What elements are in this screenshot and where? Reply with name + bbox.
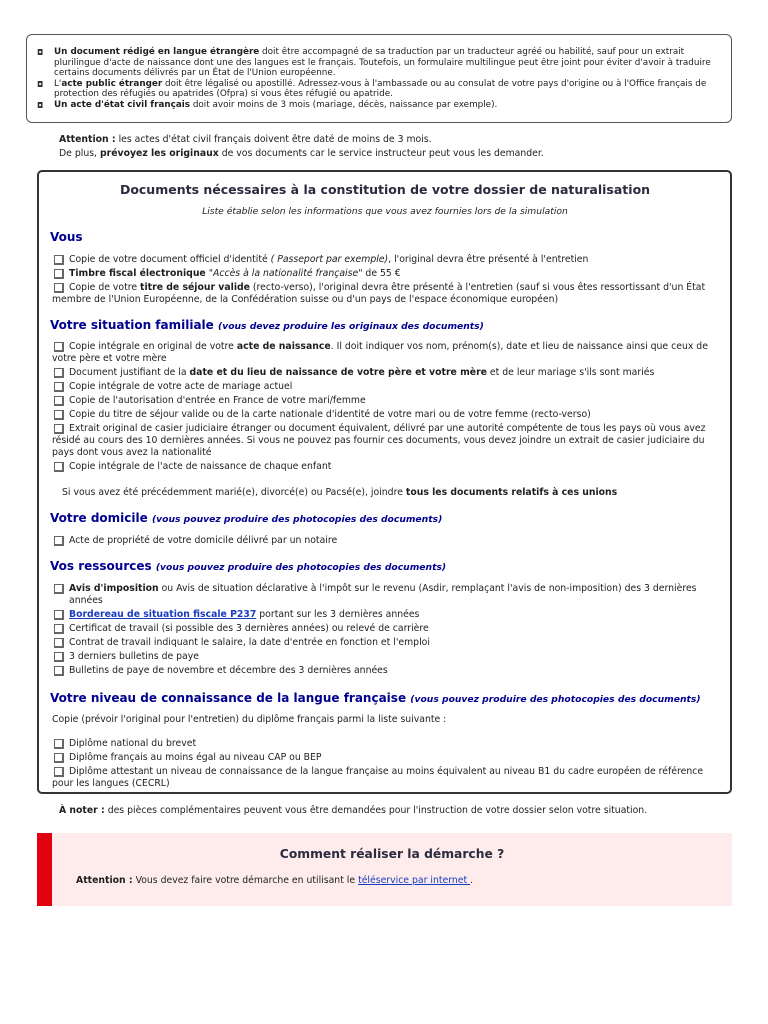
langue-intro: Copie (prévoir l'original pour l'entretien) du diplôme français parmi la liste suivante : xyxy=(52,714,447,726)
checkbox[interactable] xyxy=(54,739,64,749)
checkbox[interactable] xyxy=(54,624,64,634)
checkbox[interactable] xyxy=(54,767,64,777)
attention-label: Attention : xyxy=(59,134,116,145)
checklist-item: Extrait original de casier judiciaire étranger ou document équivalent, délivré par une autorité compétente de tous les pays où vous avez résidé au cours des 10 dernières années. Si vous ne pouvez pas fournir ces documents, vous devez joindre un extrait de casier judiciaire du pays dont vous avez la nationalité xyxy=(52,423,706,459)
checkbox[interactable] xyxy=(54,255,64,265)
checklist-item: Copie de l'autorisation d'entrée en France de votre mari/femme xyxy=(52,395,720,407)
checkbox[interactable] xyxy=(54,666,64,676)
checklist-item: Timbre fiscal électronique "Accès à la nationalité française" de 55 € xyxy=(52,268,720,280)
checklist-item: Copie du titre de séjour valide ou de la carte nationale d'identité de votre mari ou de votre femme (recto-verso) xyxy=(52,409,720,421)
checkbox[interactable] xyxy=(54,424,64,434)
checkbox[interactable] xyxy=(54,753,64,763)
demarche-box xyxy=(37,833,732,906)
checklist-item: Copie intégrale de l'acte de naissance de chaque enfant xyxy=(52,461,720,473)
checklist-item: Copie intégrale en original de votre acte de naissance. Il doit indiquer vos nom, prénom(s), date et lieu de naissance ainsi que ceux de votre père et votre mère xyxy=(52,341,708,365)
bullet-icon: ◘ xyxy=(37,100,44,110)
checkbox[interactable] xyxy=(54,368,64,378)
a-noter-note: À noter : des pièces complémentaires peuvent vous être demandées pour l'instruction de votre dossier selon votre situation. xyxy=(59,805,648,816)
checklist-item: 3 derniers bulletins de paye xyxy=(52,651,720,663)
info-box xyxy=(26,34,732,123)
checkbox[interactable] xyxy=(54,283,64,293)
attention-note: Attention : les actes d'état civil français doivent être daté de moins de 3 mois. De plus, prévoyez les originaux de vos documents car le service instructeur peut vous les demander. xyxy=(59,134,544,159)
demarche-title: Comment réaliser la démarche ? xyxy=(279,847,505,861)
documents-checklist xyxy=(37,170,732,794)
checklist-item: Acte de propriété de votre domicile délivré par un notaire xyxy=(52,535,720,547)
teleservice-link[interactable]: téléservice par internet xyxy=(358,874,471,886)
bullet-item: ◘ L'acte public étranger doit être légalisé ou apostillé. Adressez-vous à l'ambassade ou au consulat de votre pays d'origine ou à l'Office français de protection des réfugiés ou apatrides (Ofpra) si vous êtes réfugié ou apatride. xyxy=(37,78,707,100)
checkbox[interactable] xyxy=(54,536,64,546)
checklist-item: Diplôme attestant un niveau de connaissance de la langue française au moins équivalent au niveau B1 du cadre européen de référence pour les langues (CECRL) xyxy=(52,766,704,790)
unions-note: Si vous avez été précédemment marié(e), divorcé(e) ou Pacsé(e), joindre tous les documents relatifs à ces unions xyxy=(62,487,618,499)
section-heading-vous: Vous xyxy=(50,230,83,245)
checklist-item: Bordereau de situation fiscale P237 portant sur les 3 dernières années xyxy=(52,609,720,621)
checkbox[interactable] xyxy=(54,410,64,420)
checklist-title: Documents nécessaires à la constitution de votre dossier de naturalisation xyxy=(119,182,651,197)
checkbox[interactable] xyxy=(54,610,64,620)
bullet-item: ◘ Un acte d'état civil français doit avoir moins de 3 mois (mariage, décès, naissance par exemple). xyxy=(37,99,498,110)
checklist-item: Copie intégrale de votre acte de mariage actuel xyxy=(52,381,720,393)
demarche-text: Attention : Vous devez faire votre démarche en utilisant le téléservice par internet . xyxy=(76,874,474,886)
checklist-item: Bulletins de paye de novembre et décembre des 3 dernières années xyxy=(52,665,720,677)
checkbox[interactable] xyxy=(54,269,64,279)
section-heading-ressources: Vos ressources (vous pouvez produire des photocopies des documents) xyxy=(50,559,447,574)
bullet-item: ◘ Un document rédigé en langue étrangère doit être accompagné de sa traduction par un traducteur agréé ou habilité, sauf pour un extrait plurilingue d'acte de naissance dont une des langues est le français. Toutefois, un formulaire multilingue peut être joint pour éviter d'avoir à traduire certains documents délivrés par un État de l'Union européenne. xyxy=(37,47,711,79)
checkbox[interactable] xyxy=(54,584,64,594)
section-heading-famille: Votre situation familiale (vous devez produire les originaux des documents) xyxy=(50,317,484,332)
checkbox[interactable] xyxy=(54,462,64,472)
checkbox[interactable] xyxy=(54,342,64,352)
section-heading-langue: Votre niveau de connaissance de la langue française (vous pouvez produire des photocopies des documents) xyxy=(50,690,701,705)
bordereau-link[interactable]: Bordereau de situation fiscale P237 xyxy=(69,608,257,620)
checklist-item: Copie de votre document officiel d'identité ( Passeport par exemple), l'original devra être présenté à l'entretien xyxy=(52,254,720,266)
checkbox[interactable] xyxy=(54,382,64,392)
bullet-icon: ◘ xyxy=(37,79,44,89)
checklist-item: Certificat de travail (si possible des 3 dernières années) ou relevé de carrière xyxy=(52,623,720,635)
checkbox[interactable] xyxy=(54,396,64,406)
checkbox[interactable] xyxy=(54,638,64,648)
checklist-item: Diplôme national du brevet xyxy=(52,738,720,750)
checklist-item: Avis d'imposition ou Avis de situation déclarative à l'impôt sur le revenu (Asdir, remplaçant l'avis de non-imposition) des 3 dernières années xyxy=(52,583,720,607)
checklist-item: Diplôme français au moins égal au niveau CAP ou BEP xyxy=(52,752,720,764)
checkbox[interactable] xyxy=(54,652,64,662)
checklist-item: Document justifiant de la date et du lieu de naissance de votre père et votre mère et de leur mariage s'ils sont mariés xyxy=(52,367,720,379)
checklist-item: Contrat de travail indiquant le salaire, la date d'entrée en fonction et l'emploi xyxy=(52,637,720,649)
checklist-item: Copie de votre titre de séjour valide (recto-verso), l'original devra être présenté à l'entretien (sauf si vous êtes ressortissant d'un État membre de l'Union Européenne, de la Confédération suisse ou d'un pays de l'espace économique européen) xyxy=(52,281,706,305)
section-heading-domicile: Votre domicile (vous pouvez produire des photocopies des documents) xyxy=(50,511,443,526)
checklist-subtitle: Liste établie selon les informations que vous avez fournies lors de la simulation xyxy=(202,206,568,218)
bullet-icon: ◘ xyxy=(37,48,44,57)
